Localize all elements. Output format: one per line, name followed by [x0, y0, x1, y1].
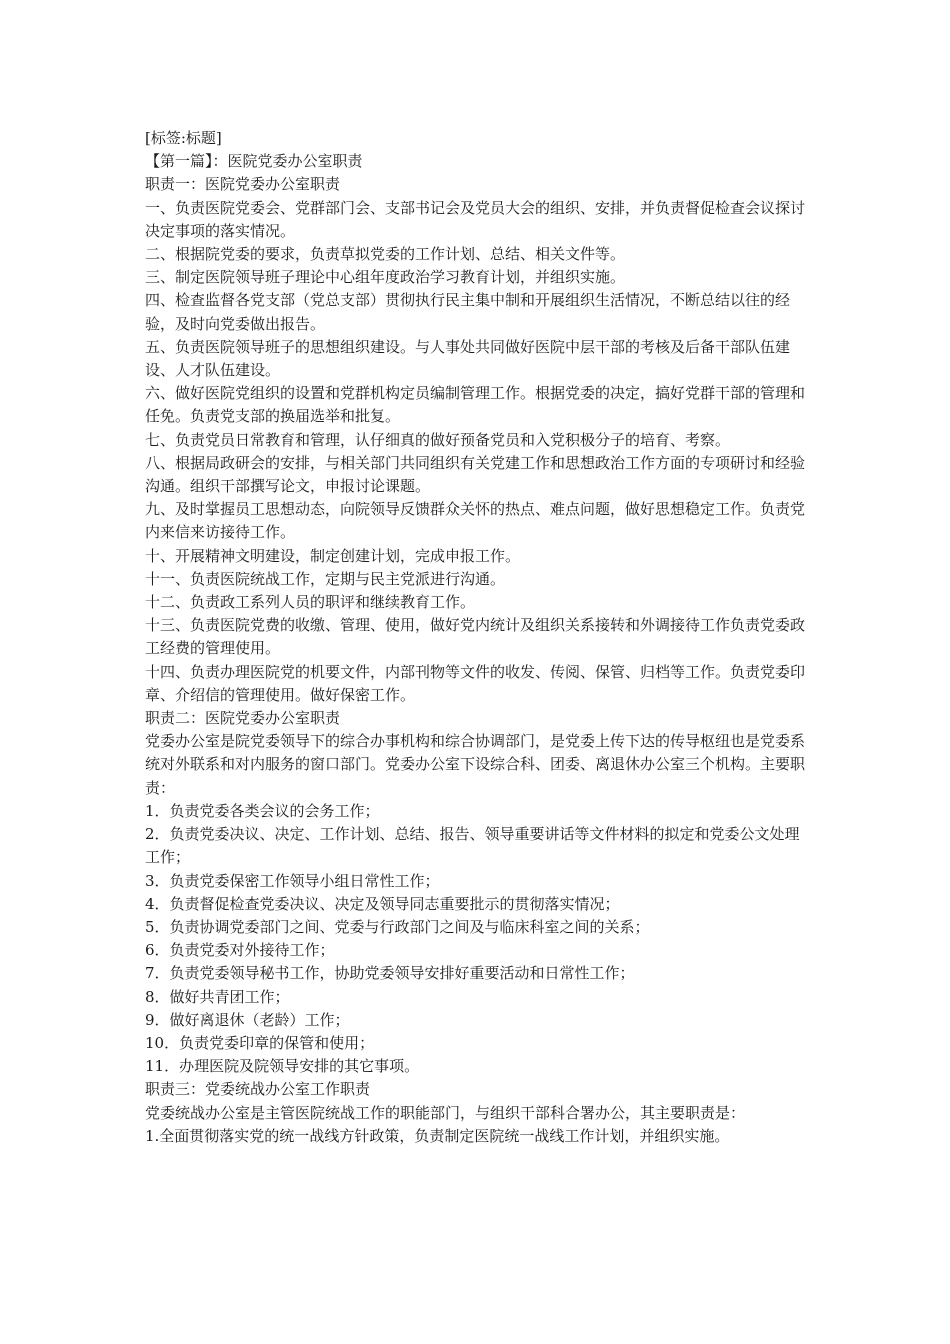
list-item: 7．负责党委领导秘书工作，协助党委领导安排好重要活动和日常性工作；: [145, 964, 635, 983]
document-body: [145, 127, 810, 1148]
list-item: 1．负责党委各类会议的会务工作；: [145, 801, 380, 820]
paragraph: 十二、负责政工系列人员的职评和继续教育工作。: [145, 593, 476, 612]
list-item: 11．办理医院及院领导安排的其它事项。: [145, 1057, 420, 1076]
paragraph: 二、根据院党委的要求，负责草拟党委的工作计划、总结、相关文件等。: [145, 245, 626, 264]
paragraph: 九、及时掌握员工思想动态，向院领导反馈群众关怀的热点、难点问题，做好思想稳定工作。负责党内来信来访接待工作。: [145, 500, 806, 542]
list-item: 5．负责协调党委部门之间、党委与行政部门之间及与临床科室之间的关系；: [145, 917, 650, 936]
section-heading: 职责三：党委统战办公室工作职责: [145, 1080, 371, 1099]
paragraph: 八、根据局政研会的安排，与相关部门共同组织有关党建工作和思想政治工作方面的专项研讨和经验沟通。组织干部撰写论文，申报讨论课题。: [145, 453, 806, 496]
section-heading: 职责二：医院党委办公室职责: [145, 709, 341, 728]
chapter-heading: 【第一篇】：医院党委办公室职责: [145, 152, 363, 171]
list-item: 9．做好离退休（老龄）工作；: [145, 1010, 350, 1029]
paragraph: 党委办公室是院党委领导下的综合办事机构和综合协调部门，是党委上传下达的传导枢纽也是党委系统对外联系和对内服务的窗口部门。党委办公室下设综合科、团委、离退休办公室三个机构。主要职责：: [145, 732, 806, 797]
list-item: 8．做好共青团工作；: [145, 987, 290, 1006]
paragraph: 一、负责医院党委会、党群部门会、支部书记会及党员大会的组织、安排，并负责督促检查会议探讨决定事项的落实情况。: [145, 198, 806, 240]
list-item: 1.全面贯彻落实党的统一战线方针政策，负责制定医院统一战线工作计划，并组织实施。: [145, 1126, 730, 1145]
paragraph: 党委统战办公室是主管医院统战工作的职能部门，与组织干部科合署办公，其主要职责是：: [145, 1103, 746, 1122]
tag-line: [标签:标题]: [145, 129, 222, 147]
list-item: 2．负责党委决议、决定、工作计划、总结、报告、领导重要讲话等文件材料的拟定和党委公文处理工作；: [145, 825, 800, 867]
paragraph: 三、制定医院领导班子理论中心组年度政治学习教育计划，并组织实施。: [145, 268, 626, 287]
section-heading: 职责一：医院党委办公室职责: [145, 175, 341, 194]
paragraph: 十三、负责医院党费的收缴、管理、使用，做好党内统计及组织关系接转和外调接待工作负责党委政工经费的管理使用。: [145, 616, 806, 658]
list-item: 10．负责党委印章的保管和使用；: [145, 1033, 375, 1052]
paragraph: 六、做好医院党组织的设置和党群机构定员编制管理工作。根据党委的决定，搞好党群干部的管理和任免。负责党支部的换届选举和批复。: [145, 384, 806, 426]
paragraph: 十一、负责医院统战工作，定期与民主党派进行沟通。: [145, 569, 506, 588]
list-item: 6．负责党委对外接待工作；: [145, 941, 335, 960]
paragraph: 十四、负责办理医院党的机要文件，内部刊物等文件的收发、传阅、保管、归档等工作。负责党委印章、介绍信的管理使用。做好保密工作。: [145, 662, 806, 704]
list-item: 3．负责党委保密工作领导小组日常性工作；: [145, 871, 440, 890]
paragraph: 四、检查监督各党支部（党总支部）贯彻执行民主集中制和开展组织生活情况，不断总结以往的经验，及时向党委做出报告。: [145, 291, 791, 333]
paragraph: 七、负责党员日常教育和管理，认仔细真的做好预备党员和入党积极分子的培育、考察。: [145, 430, 731, 449]
paragraph: 五、负责医院领导班子的思想组织建设。与人事处共同做好医院中层干部的考核及后备干部队伍建设、人才队伍建设。: [145, 337, 791, 380]
paragraph: 十、开展精神文明建设，制定创建计划，完成申报工作。: [145, 546, 521, 565]
list-item: 4．负责督促检查党委决议、决定及领导同志重要批示的贯彻落实情况；: [145, 894, 620, 913]
